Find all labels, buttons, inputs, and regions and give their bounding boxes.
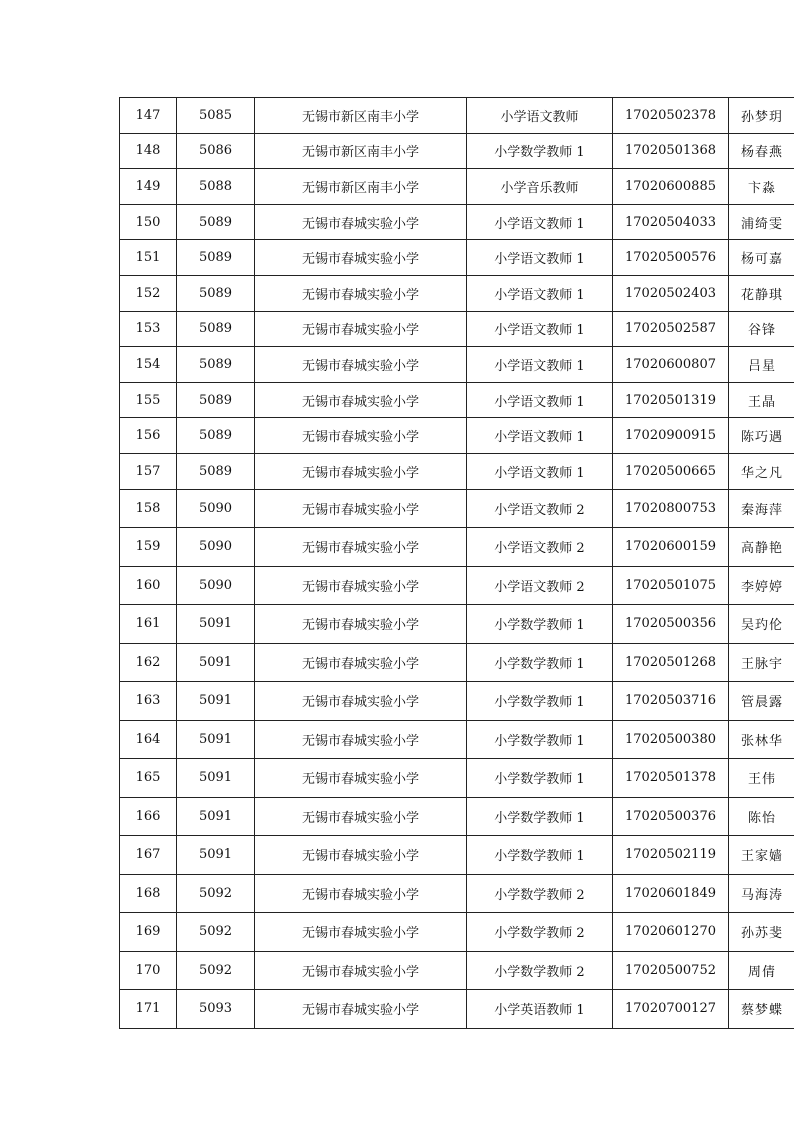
row-exam-id-cell: 17020501268 bbox=[613, 643, 729, 682]
row-school-cell: 无锡市新区南丰小学 bbox=[255, 133, 467, 169]
row-post-code-cell: 5089 bbox=[177, 347, 255, 383]
row-school-cell: 无锡市春城实验小学 bbox=[255, 913, 467, 952]
row-school-cell: 无锡市春城实验小学 bbox=[255, 643, 467, 682]
row-seq-cell: 154 bbox=[120, 347, 177, 383]
row-candidate-name-cell: 谷锋 bbox=[729, 311, 794, 347]
row-post-code-cell: 5090 bbox=[177, 489, 255, 528]
row-school-cell: 无锡市春城实验小学 bbox=[255, 605, 467, 644]
row-exam-id-cell: 17020501378 bbox=[613, 759, 729, 798]
row-exam-id-cell: 17020601270 bbox=[613, 913, 729, 952]
row-seq-cell: 164 bbox=[120, 720, 177, 759]
row-post-name-cell: 小学数学教师 1 bbox=[467, 759, 613, 798]
table-row bbox=[120, 240, 794, 276]
table-row bbox=[120, 643, 794, 682]
row-candidate-name-cell: 秦海萍 bbox=[729, 489, 794, 528]
row-post-code-cell: 5092 bbox=[177, 874, 255, 913]
row-seq-cell: 155 bbox=[120, 382, 177, 418]
row-seq-cell: 170 bbox=[120, 951, 177, 990]
row-school-cell: 无锡市春城实验小学 bbox=[255, 720, 467, 759]
row-candidate-name-cell: 李婷婷 bbox=[729, 566, 794, 605]
table-row bbox=[120, 98, 794, 134]
table-row bbox=[120, 133, 794, 169]
row-post-code-cell: 5091 bbox=[177, 605, 255, 644]
table-row bbox=[120, 682, 794, 721]
row-school-cell: 无锡市春城实验小学 bbox=[255, 204, 467, 240]
row-post-name-cell: 小学数学教师 2 bbox=[467, 951, 613, 990]
row-school-cell: 无锡市春城实验小学 bbox=[255, 347, 467, 383]
row-candidate-name-cell: 王晶 bbox=[729, 382, 794, 418]
row-candidate-name-cell: 高静艳 bbox=[729, 528, 794, 567]
row-candidate-name-cell: 杨可嘉 bbox=[729, 240, 794, 276]
row-school-cell: 无锡市新区南丰小学 bbox=[255, 98, 467, 134]
row-post-code-cell: 5088 bbox=[177, 169, 255, 205]
row-post-code-cell: 5090 bbox=[177, 566, 255, 605]
row-school-cell: 无锡市新区南丰小学 bbox=[255, 169, 467, 205]
row-post-code-cell: 5091 bbox=[177, 836, 255, 875]
row-seq-cell: 167 bbox=[120, 836, 177, 875]
row-seq-cell: 171 bbox=[120, 990, 177, 1029]
row-seq-cell: 165 bbox=[120, 759, 177, 798]
row-candidate-name-cell: 吴玓伦 bbox=[729, 605, 794, 644]
row-exam-id-cell: 17020500665 bbox=[613, 453, 729, 489]
row-exam-id-cell: 17020600885 bbox=[613, 169, 729, 205]
table-row bbox=[120, 311, 794, 347]
row-exam-id-cell: 17020500376 bbox=[613, 797, 729, 836]
row-school-cell: 无锡市春城实验小学 bbox=[255, 528, 467, 567]
table-row bbox=[120, 951, 794, 990]
row-post-name-cell: 小学数学教师 1 bbox=[467, 720, 613, 759]
row-post-name-cell: 小学数学教师 1 bbox=[467, 133, 613, 169]
row-candidate-name-cell: 张林华 bbox=[729, 720, 794, 759]
row-candidate-name-cell: 王家嫱 bbox=[729, 836, 794, 875]
row-candidate-name-cell: 孙苏斐 bbox=[729, 913, 794, 952]
row-candidate-name-cell: 浦绮雯 bbox=[729, 204, 794, 240]
row-post-code-cell: 5089 bbox=[177, 240, 255, 276]
table-row bbox=[120, 453, 794, 489]
row-seq-cell: 150 bbox=[120, 204, 177, 240]
row-school-cell: 无锡市春城实验小学 bbox=[255, 566, 467, 605]
row-candidate-name-cell: 杨春燕 bbox=[729, 133, 794, 169]
row-school-cell: 无锡市春城实验小学 bbox=[255, 797, 467, 836]
row-exam-id-cell: 17020900915 bbox=[613, 418, 729, 454]
row-post-name-cell: 小学语文教师 1 bbox=[467, 311, 613, 347]
row-post-code-cell: 5090 bbox=[177, 528, 255, 567]
row-candidate-name-cell: 陈怡 bbox=[729, 797, 794, 836]
table-row bbox=[120, 566, 794, 605]
row-post-code-cell: 5093 bbox=[177, 990, 255, 1029]
table-row bbox=[120, 528, 794, 567]
row-exam-id-cell: 17020600159 bbox=[613, 528, 729, 567]
row-seq-cell: 156 bbox=[120, 418, 177, 454]
row-post-code-cell: 5091 bbox=[177, 643, 255, 682]
row-exam-id-cell: 17020501368 bbox=[613, 133, 729, 169]
row-exam-id-cell: 17020502119 bbox=[613, 836, 729, 875]
row-school-cell: 无锡市春城实验小学 bbox=[255, 874, 467, 913]
row-post-name-cell: 小学数学教师 1 bbox=[467, 605, 613, 644]
row-seq-cell: 163 bbox=[120, 682, 177, 721]
row-candidate-name-cell: 王伟 bbox=[729, 759, 794, 798]
row-school-cell: 无锡市春城实验小学 bbox=[255, 759, 467, 798]
row-post-code-cell: 5092 bbox=[177, 913, 255, 952]
row-school-cell: 无锡市春城实验小学 bbox=[255, 240, 467, 276]
row-seq-cell: 147 bbox=[120, 98, 177, 134]
row-school-cell: 无锡市春城实验小学 bbox=[255, 418, 467, 454]
row-post-code-cell: 5091 bbox=[177, 682, 255, 721]
row-post-code-cell: 5091 bbox=[177, 720, 255, 759]
row-post-name-cell: 小学语文教师 1 bbox=[467, 418, 613, 454]
row-exam-id-cell: 17020800753 bbox=[613, 489, 729, 528]
row-exam-id-cell: 17020503716 bbox=[613, 682, 729, 721]
row-seq-cell: 160 bbox=[120, 566, 177, 605]
row-exam-id-cell: 17020500356 bbox=[613, 605, 729, 644]
table-row bbox=[120, 836, 794, 875]
row-post-code-cell: 5089 bbox=[177, 275, 255, 311]
row-post-name-cell: 小学语文教师 1 bbox=[467, 347, 613, 383]
row-seq-cell: 148 bbox=[120, 133, 177, 169]
row-exam-id-cell: 17020500576 bbox=[613, 240, 729, 276]
row-post-code-cell: 5085 bbox=[177, 98, 255, 134]
row-candidate-name-cell: 华之凡 bbox=[729, 453, 794, 489]
row-exam-id-cell: 17020502587 bbox=[613, 311, 729, 347]
row-candidate-name-cell: 马海涛 bbox=[729, 874, 794, 913]
results-table-body bbox=[120, 98, 794, 1029]
row-post-name-cell: 小学语文教师 1 bbox=[467, 275, 613, 311]
table-row bbox=[120, 204, 794, 240]
row-post-code-cell: 5089 bbox=[177, 311, 255, 347]
table-row bbox=[120, 418, 794, 454]
row-seq-cell: 166 bbox=[120, 797, 177, 836]
row-seq-cell: 152 bbox=[120, 275, 177, 311]
row-candidate-name-cell: 管晨露 bbox=[729, 682, 794, 721]
row-candidate-name-cell: 蔡梦蝶 bbox=[729, 990, 794, 1029]
row-post-name-cell: 小学英语教师 1 bbox=[467, 990, 613, 1029]
row-post-code-cell: 5091 bbox=[177, 797, 255, 836]
row-post-name-cell: 小学数学教师 1 bbox=[467, 643, 613, 682]
row-exam-id-cell: 17020700127 bbox=[613, 990, 729, 1029]
table-row bbox=[120, 759, 794, 798]
row-seq-cell: 162 bbox=[120, 643, 177, 682]
row-post-code-cell: 5089 bbox=[177, 382, 255, 418]
row-candidate-name-cell: 陈巧遇 bbox=[729, 418, 794, 454]
row-post-name-cell: 小学音乐教师 bbox=[467, 169, 613, 205]
row-school-cell: 无锡市春城实验小学 bbox=[255, 682, 467, 721]
table-row bbox=[120, 797, 794, 836]
row-school-cell: 无锡市春城实验小学 bbox=[255, 275, 467, 311]
table-row bbox=[120, 605, 794, 644]
row-candidate-name-cell: 周倩 bbox=[729, 951, 794, 990]
row-post-name-cell: 小学语文教师 1 bbox=[467, 453, 613, 489]
row-school-cell: 无锡市春城实验小学 bbox=[255, 951, 467, 990]
row-post-name-cell: 小学语文教师 bbox=[467, 98, 613, 134]
table-row bbox=[120, 275, 794, 311]
row-exam-id-cell: 17020502378 bbox=[613, 98, 729, 134]
row-seq-cell: 157 bbox=[120, 453, 177, 489]
row-candidate-name-cell: 吕星 bbox=[729, 347, 794, 383]
row-exam-id-cell: 17020600807 bbox=[613, 347, 729, 383]
table-row bbox=[120, 874, 794, 913]
row-seq-cell: 169 bbox=[120, 913, 177, 952]
results-table bbox=[119, 97, 794, 1029]
row-school-cell: 无锡市春城实验小学 bbox=[255, 311, 467, 347]
table-row bbox=[120, 347, 794, 383]
table-row bbox=[120, 720, 794, 759]
row-candidate-name-cell: 花静琪 bbox=[729, 275, 794, 311]
row-post-name-cell: 小学数学教师 1 bbox=[467, 797, 613, 836]
row-exam-id-cell: 17020501319 bbox=[613, 382, 729, 418]
row-candidate-name-cell: 孙梦玥 bbox=[729, 98, 794, 134]
row-exam-id-cell: 17020504033 bbox=[613, 204, 729, 240]
table-row bbox=[120, 489, 794, 528]
row-post-name-cell: 小学语文教师 2 bbox=[467, 528, 613, 567]
row-post-code-cell: 5086 bbox=[177, 133, 255, 169]
row-school-cell: 无锡市春城实验小学 bbox=[255, 382, 467, 418]
row-exam-id-cell: 17020502403 bbox=[613, 275, 729, 311]
row-post-name-cell: 小学语文教师 1 bbox=[467, 382, 613, 418]
row-post-name-cell: 小学数学教师 2 bbox=[467, 874, 613, 913]
row-seq-cell: 158 bbox=[120, 489, 177, 528]
row-school-cell: 无锡市春城实验小学 bbox=[255, 990, 467, 1029]
row-post-name-cell: 小学语文教师 1 bbox=[467, 240, 613, 276]
row-exam-id-cell: 17020501075 bbox=[613, 566, 729, 605]
row-post-code-cell: 5089 bbox=[177, 418, 255, 454]
row-post-code-cell: 5089 bbox=[177, 453, 255, 489]
row-school-cell: 无锡市春城实验小学 bbox=[255, 836, 467, 875]
table-row bbox=[120, 990, 794, 1029]
row-exam-id-cell: 17020500380 bbox=[613, 720, 729, 759]
row-exam-id-cell: 17020500752 bbox=[613, 951, 729, 990]
table-row bbox=[120, 913, 794, 952]
row-post-name-cell: 小学语文教师 2 bbox=[467, 566, 613, 605]
row-school-cell: 无锡市春城实验小学 bbox=[255, 453, 467, 489]
row-exam-id-cell: 17020601849 bbox=[613, 874, 729, 913]
row-post-code-cell: 5089 bbox=[177, 204, 255, 240]
row-candidate-name-cell: 卞淼 bbox=[729, 169, 794, 205]
table-row bbox=[120, 169, 794, 205]
row-seq-cell: 168 bbox=[120, 874, 177, 913]
row-post-name-cell: 小学数学教师 1 bbox=[467, 836, 613, 875]
row-post-name-cell: 小学语文教师 2 bbox=[467, 489, 613, 528]
row-seq-cell: 161 bbox=[120, 605, 177, 644]
row-seq-cell: 149 bbox=[120, 169, 177, 205]
row-candidate-name-cell: 王脉宇 bbox=[729, 643, 794, 682]
row-post-name-cell: 小学数学教师 2 bbox=[467, 913, 613, 952]
table-row bbox=[120, 382, 794, 418]
row-seq-cell: 159 bbox=[120, 528, 177, 567]
row-school-cell: 无锡市春城实验小学 bbox=[255, 489, 467, 528]
row-post-name-cell: 小学数学教师 1 bbox=[467, 682, 613, 721]
row-post-code-cell: 5092 bbox=[177, 951, 255, 990]
row-post-code-cell: 5091 bbox=[177, 759, 255, 798]
row-post-name-cell: 小学语文教师 1 bbox=[467, 204, 613, 240]
row-seq-cell: 151 bbox=[120, 240, 177, 276]
row-seq-cell: 153 bbox=[120, 311, 177, 347]
